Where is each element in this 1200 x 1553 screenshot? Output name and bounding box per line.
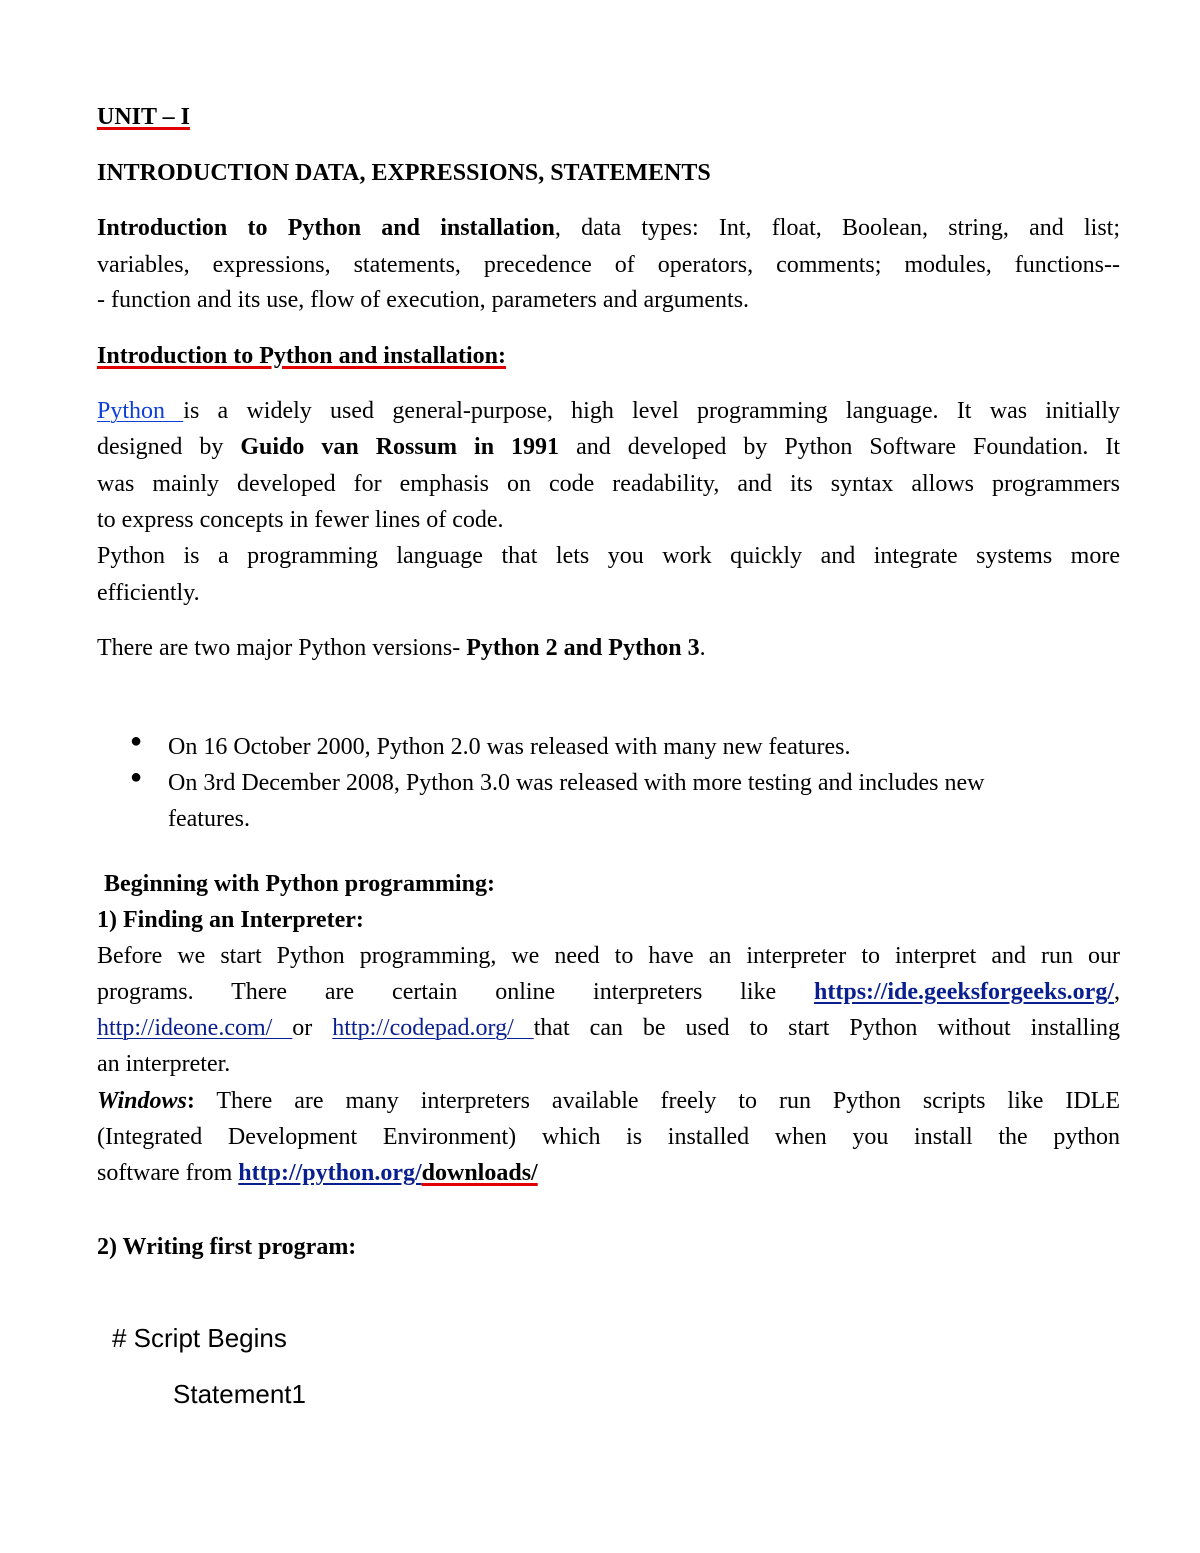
ideone-link[interactable]: http://ideone.com/ xyxy=(97,1015,293,1041)
intro-line-2: designed by Guido van Rossum in 1991 and developed by Python Software Foundation. It xyxy=(97,434,1120,460)
downloads-link[interactable]: downloads/ xyxy=(421,1160,538,1186)
intro-line-4: to express concepts in fewer lines of code. xyxy=(97,507,504,533)
geeksforgeeks-link[interactable]: https://ide.geeksforgeeks.org/ xyxy=(814,979,1114,1005)
interpreter-line-4: an interpreter. xyxy=(97,1051,231,1077)
windows-line-3: software from http://python.org/downloads/ xyxy=(97,1160,538,1186)
bullet-item-1: On 16 October 2000, Python 2.0 was released with many new features. xyxy=(168,734,851,760)
intro-line-6: efficiently. xyxy=(97,580,200,606)
code-comment: # Script Begins xyxy=(112,1323,287,1353)
intro-line-3: was mainly developed for emphasis on code readability, and its syntax allows programmers xyxy=(97,471,1120,497)
bullet-icon: ● xyxy=(130,730,143,752)
syllabus-line-1: Introduction to Python and installation, data types: Int, float, Boolean, string, and list; xyxy=(97,215,1120,241)
beginning-heading: Beginning with Python programming: xyxy=(104,871,495,897)
interpreter-line-1: Before we start Python programming, we need to have an interpreter to interpret and run our xyxy=(97,943,1120,969)
interpreter-line-2: programs. There are certain online interpreters like https://ide.geeksforgeeks.org/, xyxy=(97,979,1120,1005)
bullet-item-2-line-1: On 3rd December 2008, Python 3.0 was released with more testing and includes new xyxy=(168,770,985,796)
bullet-item-2-line-2: features. xyxy=(168,806,250,832)
interpreter-line-3: http://ideone.com/ or http://codepad.org/ that can be used to start Python without installing xyxy=(97,1015,1120,1041)
step1-heading: 1) Finding an Interpreter: xyxy=(97,907,364,933)
python-org-link[interactable]: http://python.org/ xyxy=(238,1160,422,1186)
windows-line-2: (Integrated Development Environment) which is installed when you install the python xyxy=(97,1124,1120,1150)
windows-line-1: Windows: There are many interpreters available freely to run Python scripts like IDLE xyxy=(97,1088,1121,1114)
intro-heading: Introduction to Python and installation: xyxy=(97,343,506,369)
bullet-icon: ● xyxy=(130,766,143,788)
code-statement: Statement1 xyxy=(173,1379,306,1409)
intro-line-1: Python is a widely used general-purpose, high level programming language. It was initially xyxy=(97,398,1120,424)
codepad-link[interactable]: http://codepad.org/ xyxy=(332,1015,534,1041)
unit-title: UNIT – I xyxy=(97,104,190,130)
intro-line-5: Python is a programming language that lets you work quickly and integrate systems more xyxy=(97,543,1120,569)
syllabus-line-3: - function and its use, flow of execution, parameters and arguments. xyxy=(97,287,750,313)
section-heading: INTRODUCTION DATA, EXPRESSIONS, STATEMENTS xyxy=(97,160,711,186)
python-link[interactable]: Python xyxy=(97,398,184,424)
versions-line: There are two major Python versions- Python 2 and Python 3. xyxy=(97,635,706,661)
step2-heading: 2) Writing first program: xyxy=(97,1234,357,1260)
syllabus-line-2: variables, expressions, statements, precedence of operators, comments; modules, functions-- xyxy=(97,252,1120,278)
